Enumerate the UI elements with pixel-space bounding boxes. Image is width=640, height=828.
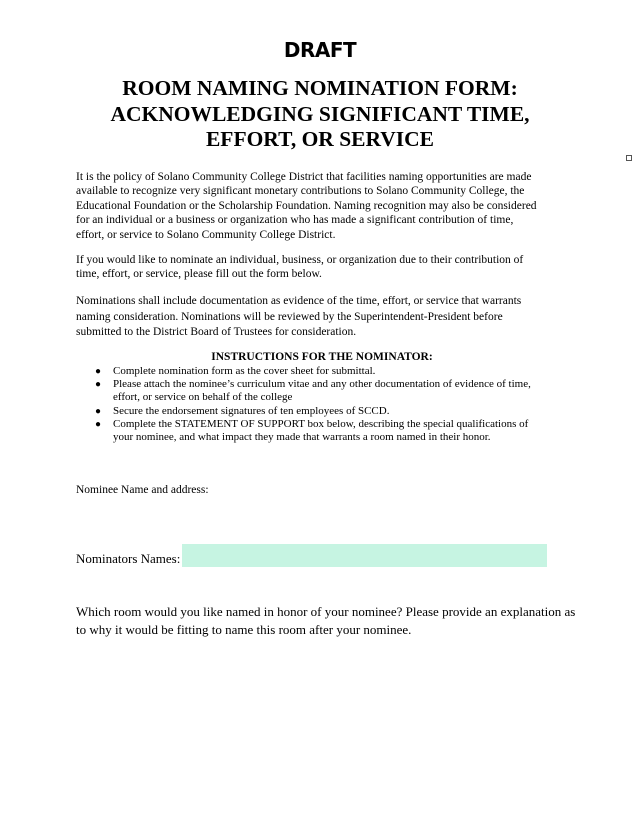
list-item	[76, 365, 568, 378]
bullet-icon: ●	[95, 405, 102, 417]
text-line: naming consideration. Nominations will be reviewed by the Superintendent-President before	[76, 310, 503, 323]
list-item	[76, 405, 568, 418]
text-line: for an individual or a business or organization who has made a significant contribution of time,	[76, 214, 514, 227]
text-line: time, effort, or service, please fill out the form below.	[76, 268, 322, 281]
text-line: It is the policy of Solano Community College District that facilities naming opportunities are made	[76, 171, 532, 183]
text-line: Nominations shall include documentation as evidence of the time, effort, or service that warrants	[76, 295, 522, 307]
title-line: ROOM NAMING NOMINATION FORM:	[122, 76, 518, 100]
text-line: Educational Foundation or the Scholarship Foundation. Naming recognition may also be considered	[76, 199, 537, 212]
text-line: submitted to the District Board of Trustees for consideration.	[76, 326, 357, 339]
text-line: Secure the endorsement signatures of ten employees of SCCD.	[113, 404, 390, 417]
nominators-names-label: Nominators Names:	[76, 551, 181, 566]
nominators-names-input[interactable]	[182, 544, 547, 567]
text-line: available to recognize very significant monetary contributions to Solano Community College, the	[76, 185, 525, 198]
draft-label: DRAFT	[283, 38, 357, 62]
title-line: EFFORT, OR SERVICE	[205, 127, 435, 151]
nominee-name-label: Nominee Name and address:	[76, 484, 209, 496]
text-line: effort, or service to Solano Community College District.	[76, 228, 336, 241]
text-line: to why it would be fitting to name this room after your nominee.	[76, 622, 412, 637]
text-line: Complete nomination form as the cover sheet for submittal.	[113, 365, 376, 377]
instructions-heading: INSTRUCTIONS FOR THE NOMINATOR:	[211, 351, 433, 363]
bullet-icon: ●	[95, 418, 102, 430]
form-title	[60, 76, 580, 153]
list-item	[76, 418, 568, 444]
text-line: Complete the STATEMENT OF SUPPORT box below, describing the special qualifications of	[113, 417, 529, 430]
policy-paragraph	[76, 170, 568, 242]
text-line: effort, or service on behalf of the college	[113, 391, 293, 404]
text-line: Which room would you like named in honor of your nominee? Please provide an explanation as	[76, 604, 576, 619]
nominate-paragraph	[76, 253, 568, 282]
room-question	[76, 603, 576, 639]
text-line: If you would like to nominate an individual, business, or organization due to their contribution of	[76, 254, 524, 266]
title-line: ACKNOWLEDGING SIGNIFICANT TIME,	[110, 101, 530, 126]
list-item	[76, 378, 568, 404]
text-line: your nominee, and what impact they made that warrants a room named in their honor.	[113, 431, 491, 444]
instructions-list	[76, 365, 568, 444]
text-line: Please attach the nominee’s curriculum vitae and any other documentation of evidence of time,	[113, 378, 531, 391]
bullet-icon: ●	[95, 379, 102, 391]
bullet-icon: ●	[95, 366, 102, 377]
documentation-paragraph	[76, 294, 568, 341]
anchor-marker-icon	[626, 155, 632, 161]
